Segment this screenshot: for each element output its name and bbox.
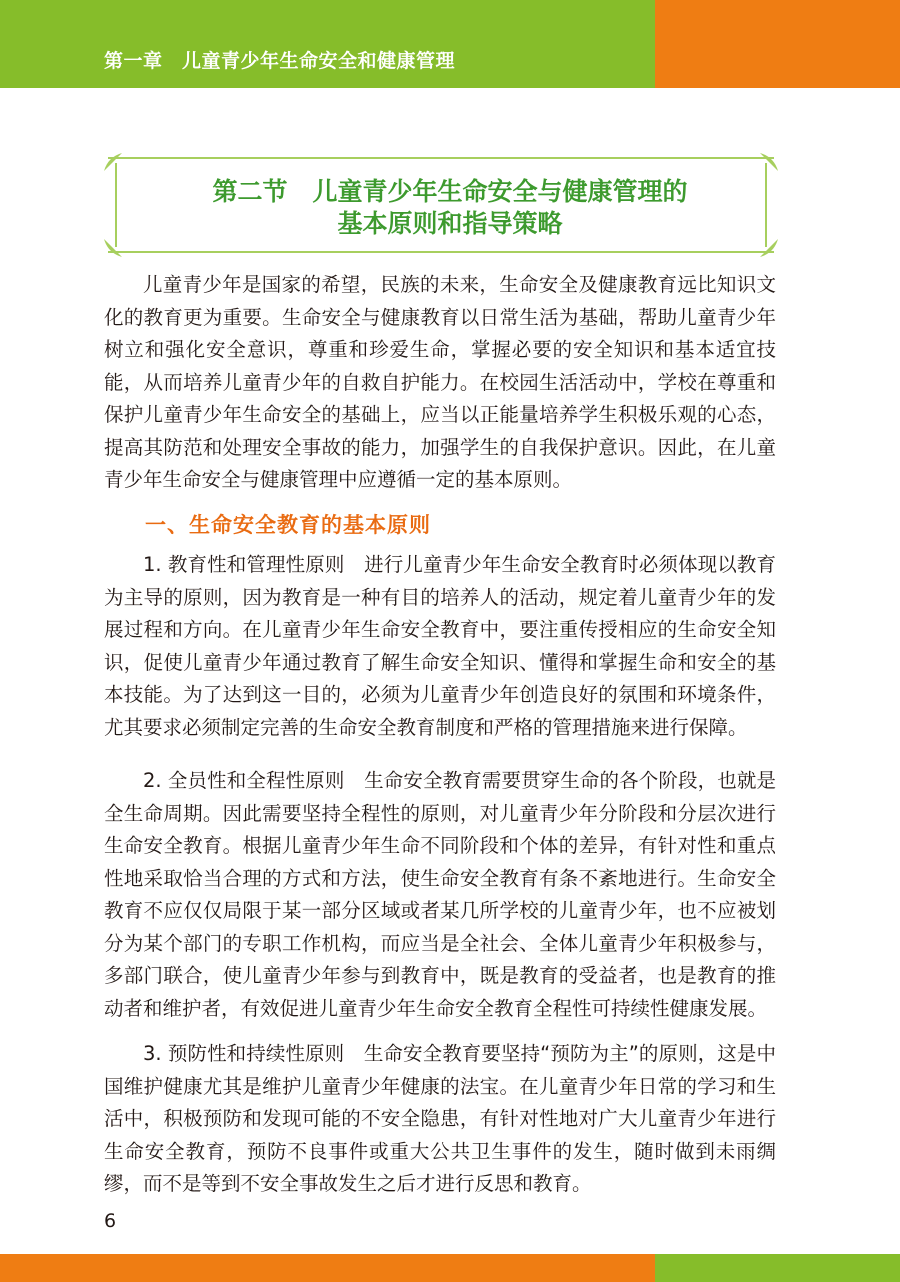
bamboo-leaf-icon	[102, 237, 124, 259]
principle-lead: 1. 教育性和管理性原则	[143, 553, 365, 576]
principle-text: 生命安全教育要坚持“预防为主”的原则，这是中国维护健康尤其是维护儿童青少年健康的法宝。在儿童青少年日常的学习和生活中，积极预防和发现可能的不安全隐患，有针对性地对广大儿童青少年进行生命安全教育，预防不良事件或重大公共卫生事件的发生，随时做到未雨绸缪，而不是等到不安全事故发生之后才进行反思和教育。	[104, 1042, 776, 1195]
intro-paragraph: 儿童青少年是国家的希望，民族的未来，生命安全及健康教育远比知识文化的教育更为重要。生命安全与健康教育以日常生活为基础，帮助儿童青少年树立和强化安全意识，尊重和珍爱生命，掌握必要的安全知识和基本适宜技能，从而培养儿童青少年的自救自护能力。在校园生活活动中，学校在尊重和保护儿童青少年生命安全的基础上，应当以正能量培养学生积极乐观的心态，提高其防范和处理安全事故的能力，加强学生的自我保护意识。因此，在儿童青少年生命安全与健康管理中应遵循一定的基本原则。	[104, 273, 776, 491]
principle-paragraph	[104, 1038, 776, 1201]
page-number: 6	[104, 1210, 117, 1232]
principle-text: 进行儿童青少年生命安全教育时必须体现以教育为主导的原则，因为教育是一种有目的培养人的活动，规定着儿童青少年的发展过程和方向。在儿童青少年生命安全教育中，要注重传授相应的生命安全知识，促使儿童青少年通过教育了解生命安全知识、懂得和掌握生命和安全的基本技能。为了达到这一目的，必须为儿童青少年创造良好的氛围和环境条件，尤其要求必须制定完善的生命安全教育制度和严格的管理措施来进行保障。	[104, 553, 776, 739]
bamboo-leaf-icon	[758, 237, 780, 259]
bamboo-leaf-icon	[758, 151, 780, 173]
principle-text: 生命安全教育需要贯穿生命的各个阶段，也就是全生命周期。因此需要坚持全程性的原则，对儿童青少年分阶段和分层次进行生命安全教育。根据儿童青少年生命不同阶段和个体的差异，有针对性和重点性地采取恰当合理的方式和方法，使生命安全教育有条不紊地进行。生命安全教育不应仅仅局限于某一部分区域或者某几所学校的儿童青少年，也不应被划分为某个部门的专职工作机构，而应当是全社会、全体儿童青少年积极参与，多部门联合，使儿童青少年参与到教育中，既是教育的受益者，也是教育的推动者和维护者，有效促进儿童青少年生命安全教育全程性可持续性健康发展。	[104, 769, 776, 1020]
principle-lead: 2. 全员性和全程性原则	[143, 769, 365, 792]
principle-paragraph	[104, 549, 776, 744]
header-accent-block	[655, 0, 900, 88]
subsection-heading: 一、生命安全教育的基本原则	[145, 513, 431, 537]
section-title-line2: 基本原则和指导策略	[337, 209, 563, 238]
bamboo-leaf-icon	[102, 151, 124, 173]
principle-lead: 3. 预防性和持续性原则	[143, 1042, 364, 1065]
principle-paragraph	[104, 765, 776, 1025]
chapter-title: 第一章 儿童青少年生命安全和健康管理	[104, 50, 456, 72]
section-title-line1: 第二节 儿童青少年生命安全与健康管理的	[212, 177, 688, 206]
footer-accent-block	[0, 1254, 655, 1282]
